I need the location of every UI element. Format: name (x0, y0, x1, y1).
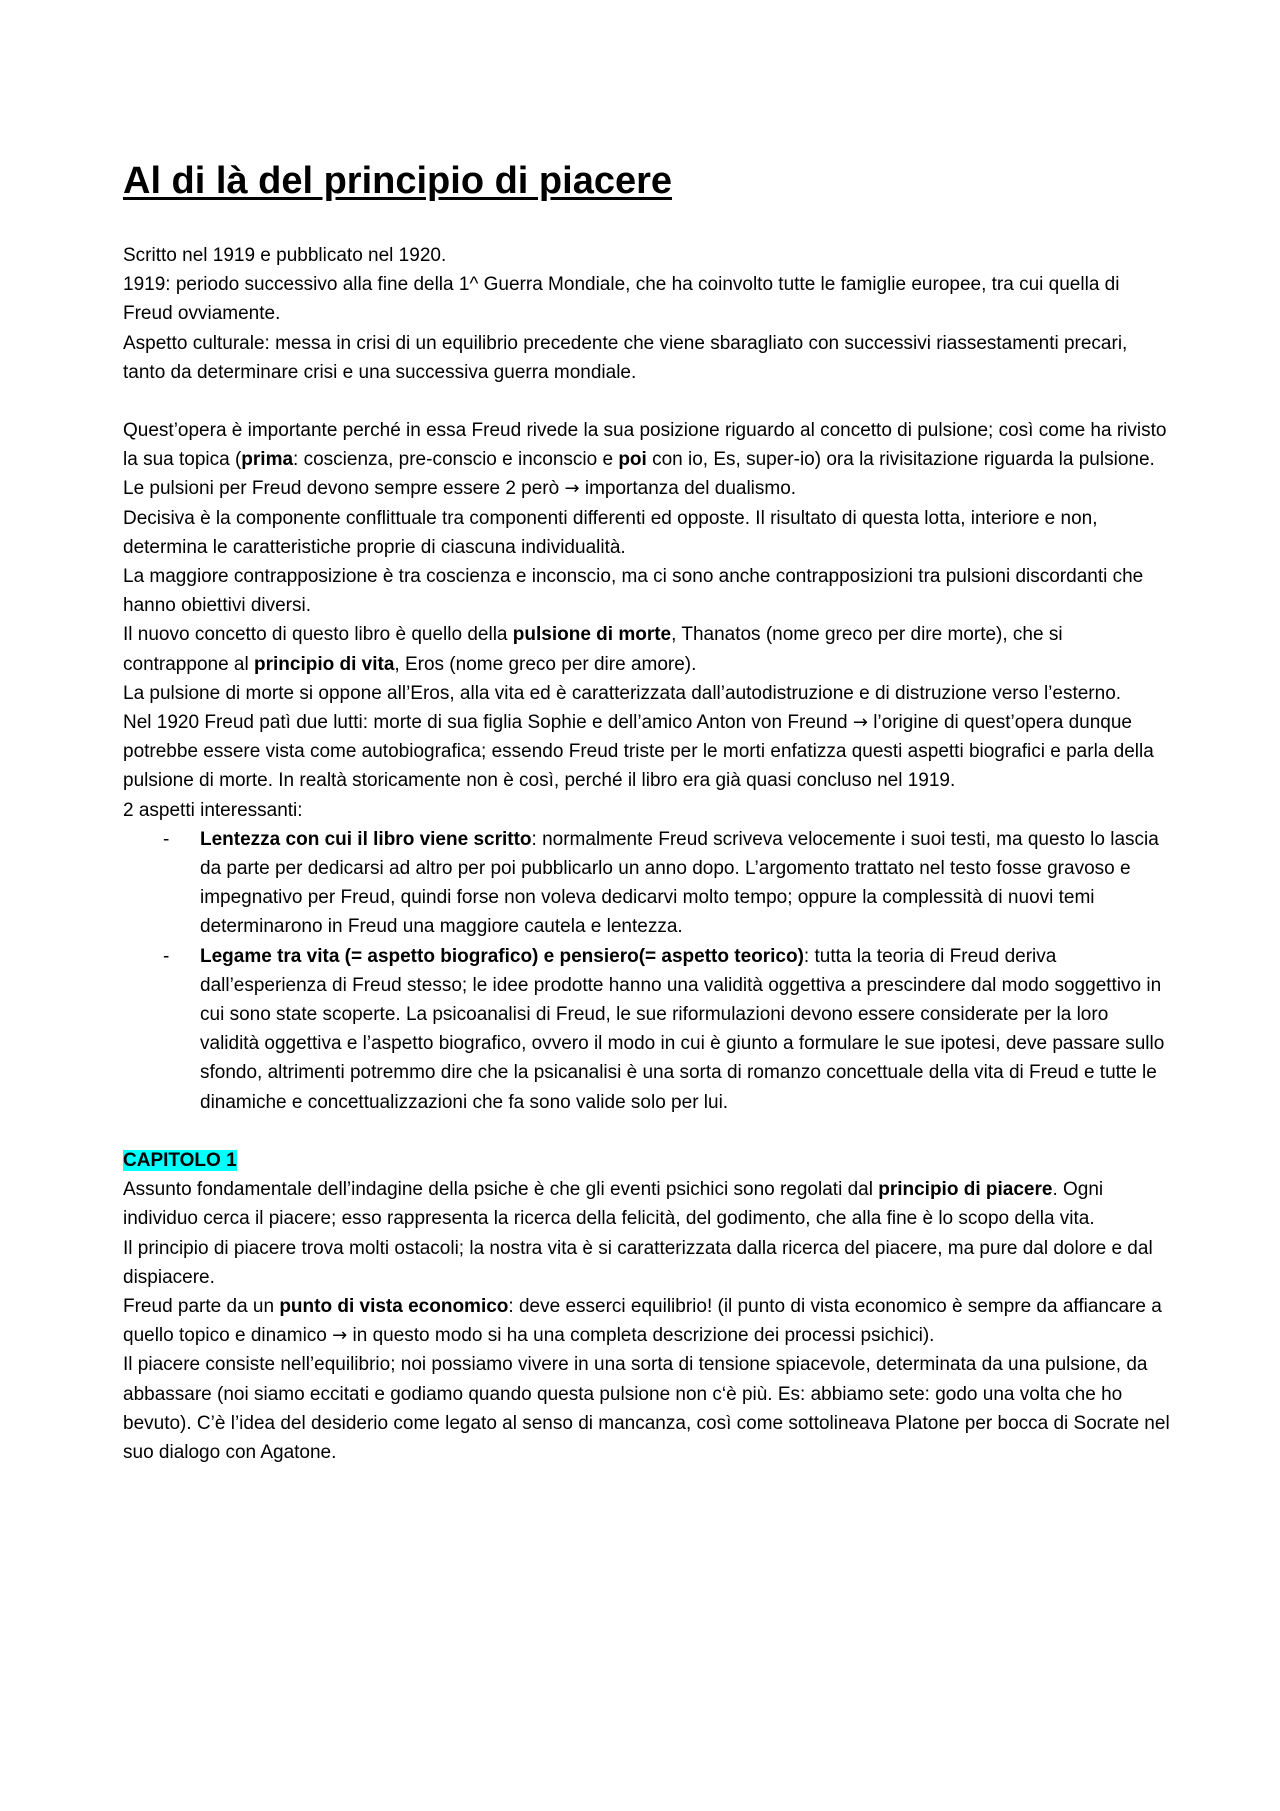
bold-term-principio-di-vita: principio di vita (254, 653, 395, 675)
intro-line-3: Aspetto culturale: messa in crisi di un equilibrio precedente che viene sbaragliato con successivi riassestamenti precari, tanto da determinare crisi e una successiva guerra mondiale. (123, 332, 1128, 383)
paragraph-thanatos (123, 620, 1171, 678)
paragraph-conflitto: Decisiva è la componente conflittuale tra componenti differenti ed opposte. Il risultato di questa lotta, interiore e non, determina le caratteristiche proprie di ciascuna individualità. (123, 507, 1098, 558)
text-run: , Thanatos (nome greco per dire morte), che si contrappone al (123, 624, 1063, 675)
paragraph-gap (123, 387, 1171, 416)
list-item (123, 825, 1171, 942)
paragraph-gap (123, 1117, 1171, 1146)
paragraph-dualismo (123, 474, 1171, 503)
paragraph-topica (123, 416, 1171, 474)
list-item (123, 942, 1171, 1117)
aspects-list (123, 825, 1171, 1117)
text-run: Quest’opera è importante perché in essa Freud rivede la sua posizione riguardo al concetto di pulsione; così come ha rivisto la sua topica ( (123, 420, 1167, 471)
bold-term-punto-di-vista-economico: punto di vista economico (279, 1295, 509, 1317)
chapter-heading: CAPITOLO 1 (123, 1149, 237, 1171)
list-dash: - (163, 828, 170, 850)
text-run: importanza del dualismo. (579, 478, 797, 500)
list-item-text: : tutta la teoria di Freud deriva dall’esperienza di Freud stesso; le idee prodotte hanno una validità oggettiva a prescindere dal modo soggettivo in cui sono state scoperte. La psicoanalisi di Freud, le sue riformulazioni devono essere considerate per la loro validità oggettiva e l’aspetto biografico, ovvero il modo in cui è giunto a formulare le sue ipotesi, deve passare sullo sfondo, altrimenti potremmo dire che la psicanalisi è una sorta di romanzo concettuale della vita di Freud e tutte le dinamiche e concettualizzazioni che fa sono valide solo per lui. (200, 945, 1165, 1113)
text-run: Le pulsioni per Freud devono sempre essere 2 però (123, 478, 565, 500)
chapter-paragraph-3 (123, 1292, 1171, 1350)
intro-line-1: Scritto nel 1919 e pubblicato nel 1920. (123, 245, 447, 266)
list-item-heading: Legame tra vita (= aspetto biografico) e pensiero(= aspetto teorico) (200, 945, 804, 967)
text-run: Nel 1920 Freud patì due lutti: morte di sua figlia Sophie e dell’amico Anton von Freund (123, 712, 853, 734)
text-run: Assunto fondamentale dell’indagine della psiche è che gli eventi psichici sono regolati dal (123, 1179, 879, 1201)
paragraph-lutti (123, 708, 1171, 796)
document-body (123, 156, 1171, 1467)
list-item-heading: Lentezza con cui il libro viene scritto (200, 828, 532, 850)
bold-term-principio-di-piacere: principio di piacere (878, 1179, 1053, 1201)
right-arrow-icon: → (332, 1325, 348, 1347)
text-run: con io, Es, super-io) ora la rivisitazione riguarda la pulsione. (646, 449, 1155, 471)
bold-term-pulsione-di-morte: pulsione di morte (512, 624, 672, 646)
text-run: l’origine di quest’opera dunque potrebbe essere vista come autobiografica; essendo Freud triste per le morti enfatizza questi aspetti biografici e parla della pulsione di morte. In realtà storicamente non è così, perché il libro era già quasi concluso nel 1919. (123, 712, 1154, 792)
text-run: in questo modo si ha una completa descrizione dei processi psichici). (347, 1325, 935, 1347)
document-title: Al di là del principio di piacere (123, 160, 673, 202)
text-run: Freud parte da un (123, 1295, 280, 1317)
list-item-text: : normalmente Freud scriveva velocemente i suoi testi, ma questo lo lascia da parte per dedicarsi ad altro per poi pubblicarlo un anno dopo. L’argomento trattato nel testo fosse gravoso e impegnativo per Freud, quindi forse non voleva dedicarvi molto tempo; oppure la complessità di nuovi temi determinarono in Freud una maggiore cautela e lentezza. (200, 828, 1159, 938)
intro-line-2: 1919: periodo successivo alla fine della 1^ Guerra Mondiale, che ha coinvolto tutte le famiglie europee, tra cui quella di Freud ovviamente. (123, 274, 1120, 325)
chapter-paragraph-4: Il piacere consiste nell’equilibrio; noi possiamo vivere in una sorta di tensione spiacevole, determinata da una pulsione, da abbassare (noi siamo eccitati e godiamo quando questa pulsione non c‘è più. Es: abbiamo sete: godo una volta che ho bevuto). C’è l’idea del desiderio come legato al senso di mancanza, così come sottolineava Platone per bocca di Socrate nel suo dialogo con Agatone. (123, 1354, 1170, 1463)
bold-term-prima: prima (241, 449, 294, 471)
bold-term-poi: poi (618, 449, 647, 471)
paragraph-aspetti: 2 aspetti interessanti: (123, 799, 303, 821)
text-run: : deve esserci equilibrio! (il punto di vista economico è sempre da affiancare a quello topico e dinamico (123, 1295, 1162, 1347)
text-run: , Eros (nome greco per dire amore). (394, 653, 697, 675)
chapter-paragraph-2: Il principio di piacere trova molti ostacoli; la nostra vita è si caratterizzata dalla ricerca del piacere, ma pure dal dolore e dal dispiacere. (123, 1237, 1153, 1288)
paragraph-contrapposizione: La maggiore contrapposizione è tra coscienza e inconscio, ma ci sono anche contrapposizioni tra pulsioni discordanti che hanno obiettivi diversi. (123, 566, 1144, 617)
chapter-paragraph-1 (123, 1175, 1171, 1233)
right-arrow-icon: → (564, 478, 580, 500)
text-run: : coscienza, pre-conscio e inconscio e (293, 449, 619, 471)
paragraph-eros: La pulsione di morte si oppone all’Eros, alla vita ed è caratterizzata dall’autodistruzione e di distruzione verso l’esterno. (123, 682, 1122, 704)
right-arrow-icon: → (852, 712, 868, 734)
text-run: . Ogni individuo cerca il piacere; esso rappresenta la ricerca della felicità, del godimento, che alla fine è lo scopo della vita. (123, 1179, 1104, 1230)
text-run: Il nuovo concetto di questo libro è quello della (123, 624, 513, 646)
chapter-heading-line (123, 1146, 1171, 1175)
list-dash: - (163, 945, 170, 967)
